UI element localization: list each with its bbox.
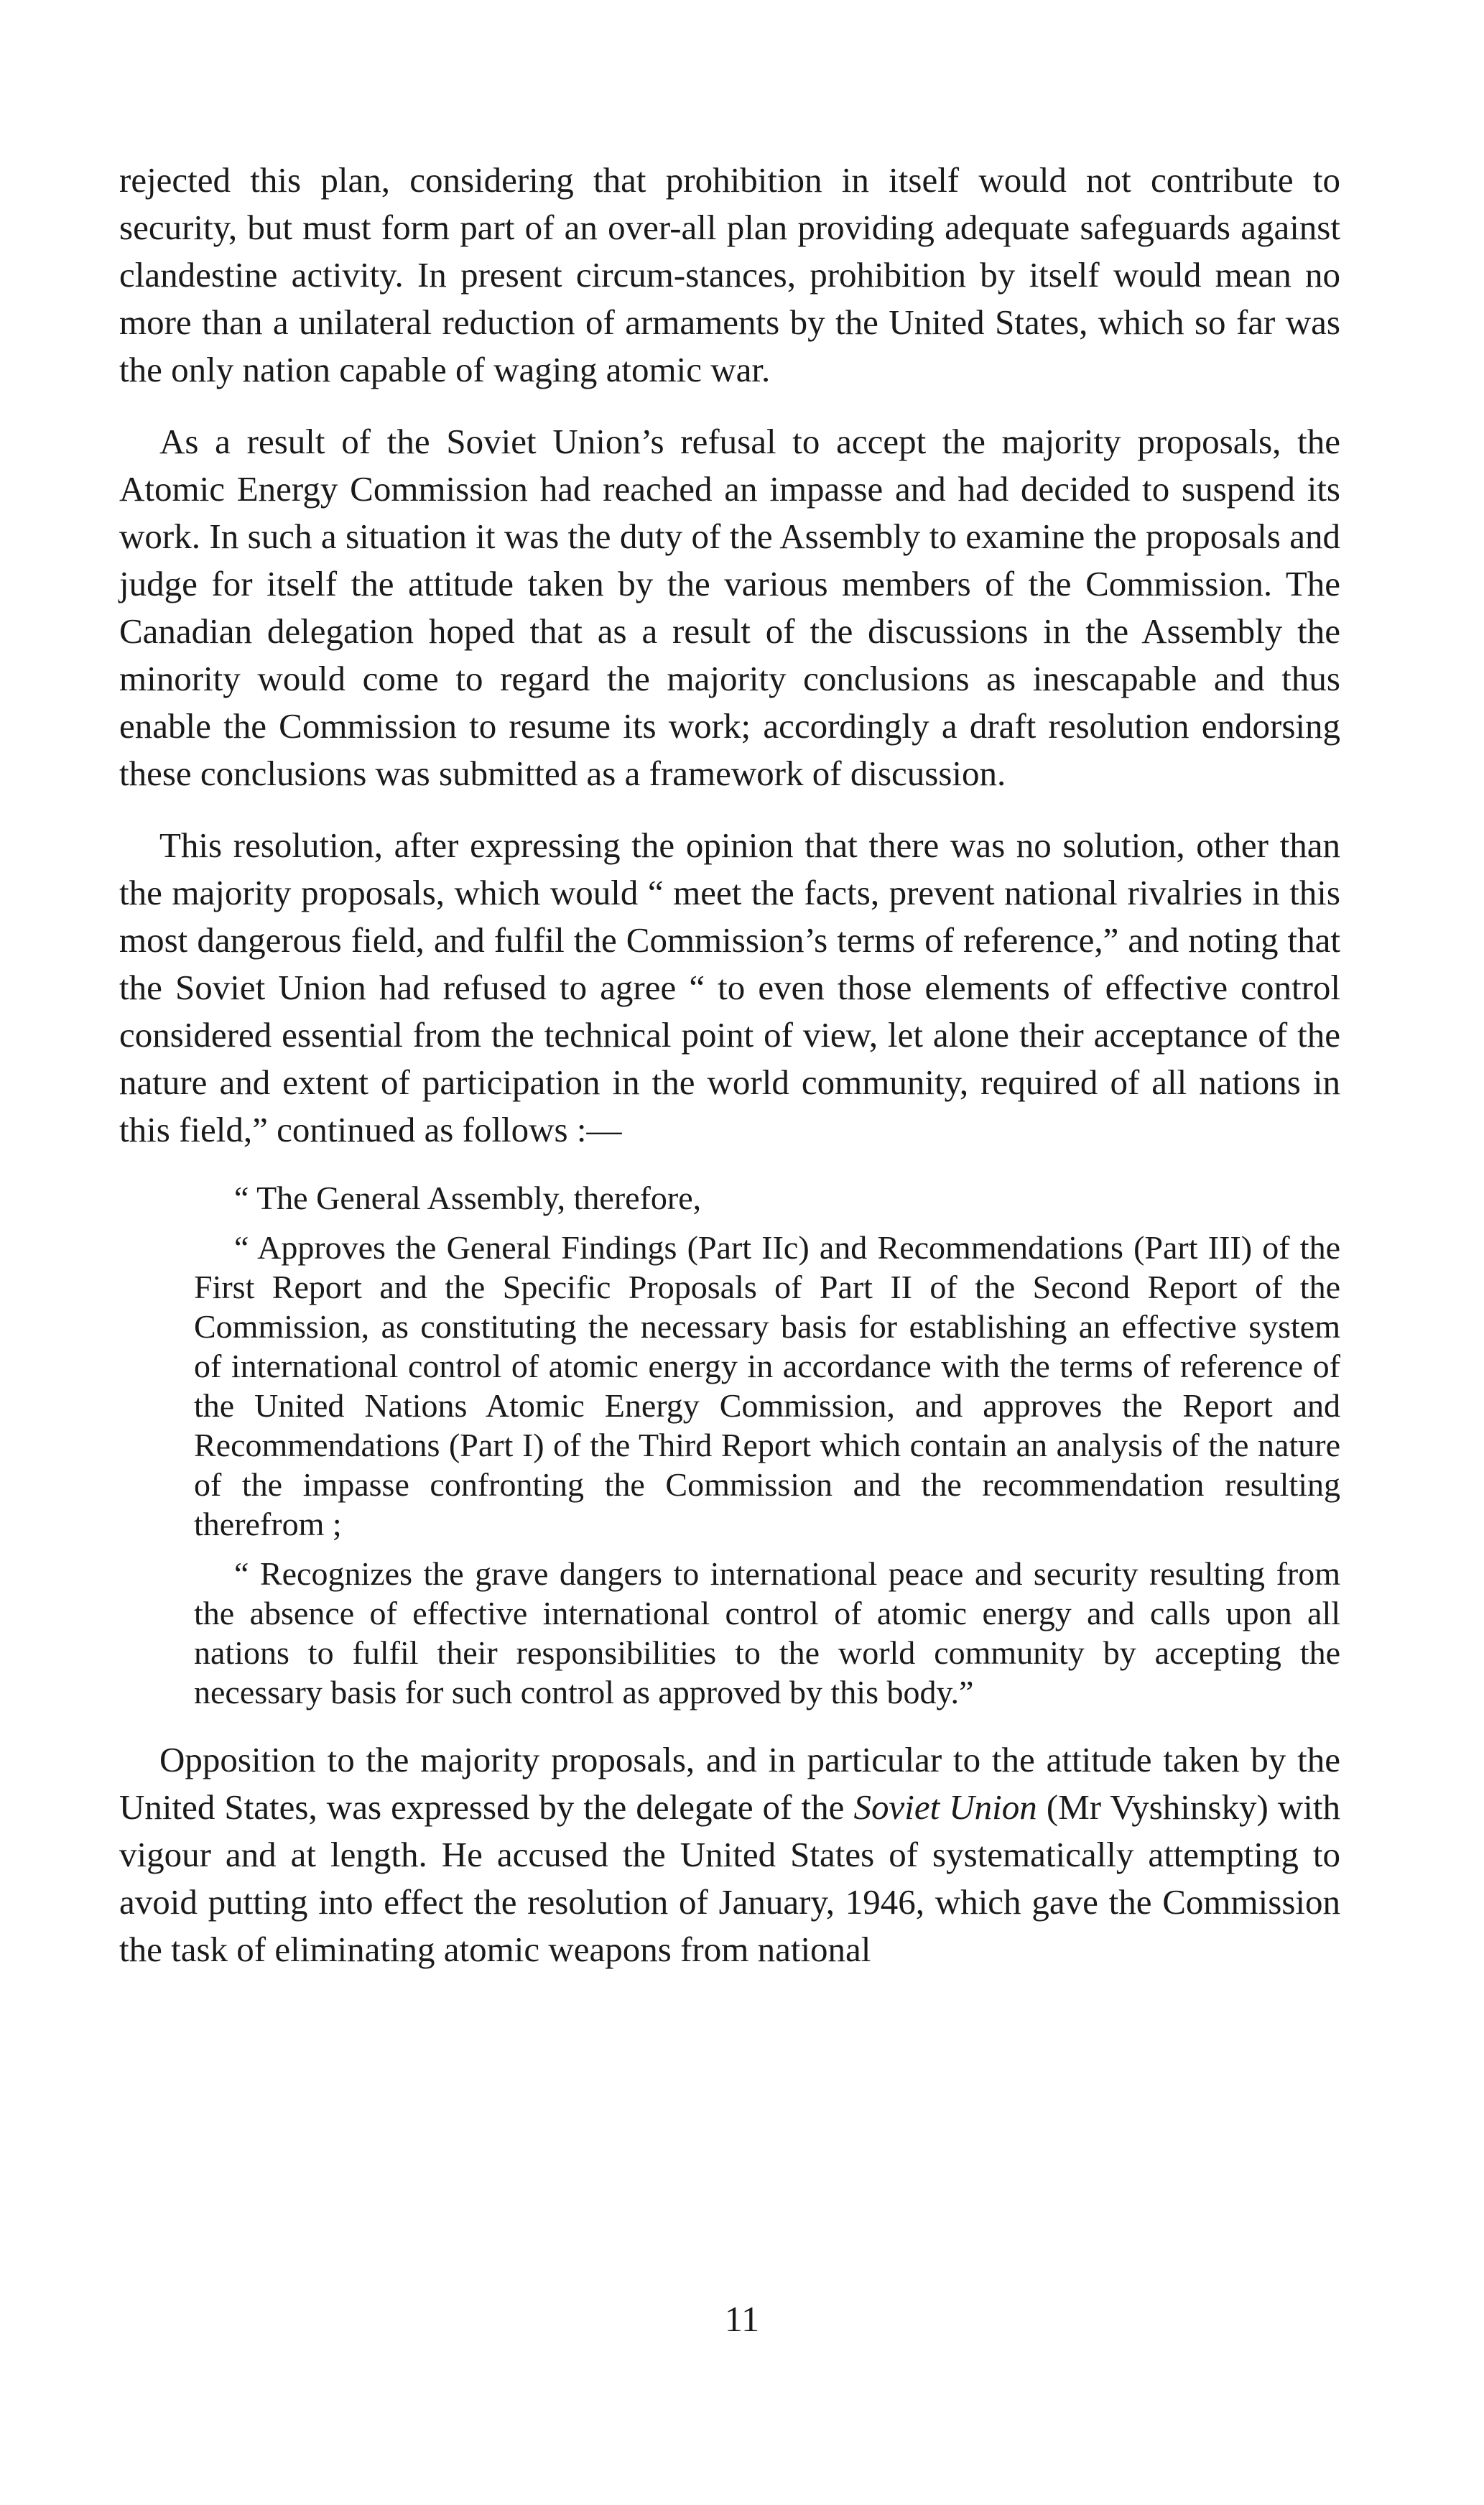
paragraph-opposition [119, 1736, 1340, 1973]
opposition-text-end: (Mr Vyshinsky) with vigour and at length. He accused the United States of systematically attempting to avoid putting into effect the resolution of January, 1946, which gave the Commission the task of eliminating atomic weapons from national [119, 1787, 1340, 1969]
quote-general-assembly: “ The General Assembly, therefore, [234, 1180, 702, 1216]
page-number: 11 [724, 2299, 760, 2339]
quote-approves: “ Approves the General Findings (Part IIc) and Recommendations (Part III) of the First Report and the Specific Proposals of Part II of the Second Report of the Commission, as constituting the necessary basis for establishing an effective system of international control of atomic energy in accordance with the terms of reference of the United Nations Atomic Energy Commission, and approves the Report and Recommendations (Part I) of the Third Report which contain an analysis of the nature of the impasse confronting the Commission and the recommendation resulting therefrom ; [194, 1229, 1340, 1542]
paragraph-resolution: This resolution, after expressing the opinion that there was no solution, other than the majority proposals, which would “ meet the facts, prevent national rivalries in this most dangerous field, and fulfil the Commission’s terms of reference,” and noting that the Soviet Union had refused to agree “ to even those elements of effective control considered essential from the technical point of view, let alone their acceptance of the nature and extent of participation in the world community, required of all nations in this field,” continued as follows :— [119, 825, 1340, 1149]
resolution-quote-block [194, 1178, 1340, 1712]
opposition-text-start: Opposition to the majority proposals, and in particular to the attitude taken by the United States, was expressed by the delegate of the [119, 1740, 1340, 1827]
document-page [119, 157, 1340, 1998]
paragraph-continued: rejected this plan, considering that prohibition in itself would not contribute to security, but must form part of an over-all plan providing adequate safeguards against clandestine activity. In present circum-stances, prohibition by itself would mean no more than a unilateral reduction of armaments by the United States, which so far was the only nation capable of waging atomic war. [119, 160, 1340, 389]
paragraph-soviet-refusal: As a result of the Soviet Union’s refusal to accept the majority proposals, the Atomic Energy Commission had reached an impasse and had decided to suspend its work. In such a situation it was the duty of the Assembly to examine the proposals and judge for itself the attitude taken by the various members of the Commission. The Canadian delegation hoped that as a result of the discussions in the Assembly the minority would come to regard the majority conclusions as inescapable and thus enable the Commission to resume its work; accordingly a draft resolution endorsing these conclusions was submitted as a framework of discussion. [119, 422, 1340, 793]
quote-recognizes: “ Recognizes the grave dangers to international peace and security resulting from the absence of effective international control of atomic energy and calls upon all nations to fulfil their responsibilities to the world community by accepting the necessary basis for such control as approved by this body.” [194, 1555, 1340, 1710]
soviet-union-italic: Soviet Union [853, 1787, 1037, 1827]
